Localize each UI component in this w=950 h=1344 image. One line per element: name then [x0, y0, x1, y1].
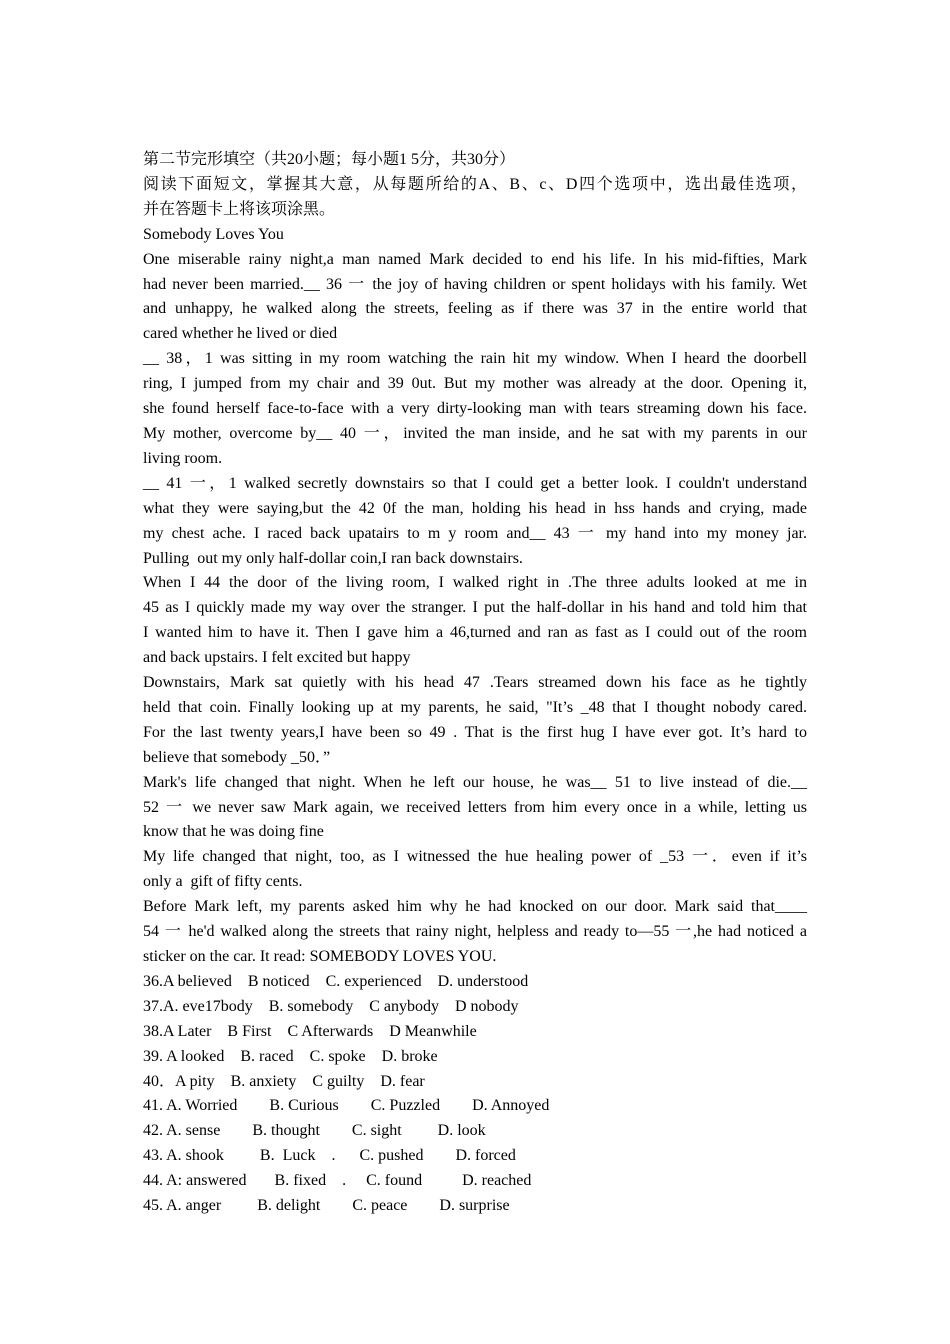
passage-line: living room.: [143, 449, 223, 467]
passage: [143, 248, 807, 970]
section-title: 第二节完形填空（共20小题；每小题1 5分，共30分）: [143, 151, 516, 168]
passage-line: I wanted him to have it. Then I gave him a 46,turned and ran as fast as I could out of the room: [143, 624, 807, 642]
passage-line: Downstairs, Mark sat quietly with his head 47 .Tears streamed down his face as he tightly: [143, 674, 807, 692]
question-item: 45. A. anger B. delight C. peace D. surprise: [143, 1197, 510, 1215]
passage-line: When I 44 the door of the living room, I walked right in .The three adults looked at me in: [143, 574, 807, 592]
passage-line: For the last twenty years,I have been so 49 . That is the first hug I have ever got. It’s hard to: [143, 723, 807, 741]
passage-line: and unhappy, he walked along the streets, feeling as if there was 37 in the entire world that: [143, 300, 807, 318]
passage-line: __ 41 一，1 walked secretly downstairs so that I could get a better look. I couldn't understand: [143, 474, 807, 492]
question-item: 38.A Later B First C Afterwards D Meanwhile: [143, 1022, 477, 1040]
passage-line: my chest ache. I raced back upatairs to m y room and__ 43 一 my hand into my money jar.: [143, 524, 807, 542]
question-item: 40．A pity B. anxiety C guilty D. fear: [143, 1072, 425, 1090]
instructions-line-2: 并在答题卡上将该项涂黑。: [143, 200, 336, 218]
question-item: 37.A. eve17body B. somebody C anybody D nobody: [143, 997, 519, 1015]
passage-line: One miserable rainy night,a man named Mark decided to end his life. In his mid-fifties, Mark: [143, 250, 807, 268]
passage-line: 52 一 we never saw Mark again, we received letters from him every once in a while, letting us: [143, 798, 808, 816]
passage-line: believe that somebody _50．”: [143, 748, 331, 766]
passage-line: held that coin. Finally looking up at my parents, he said, "It’s _48 that I thought nobody cared.: [143, 698, 807, 716]
instructions-line-1: 阅读下面短文，掌握其大意，从每题所给的A、B、c、D四个选项中，选出最佳选项，: [143, 175, 807, 193]
question-item: 39. A looked B. raced C. spoke D. broke: [143, 1047, 438, 1065]
passage-line: ring, I jumped from my chair and 39 0ut. But my mother was already at the door. Opening it,: [143, 375, 807, 393]
passage-line: had never been married.__ 36 一 the joy of having children or spent holidays with his family. Wet: [143, 275, 807, 293]
passage-line: what they were saying,but the 42 0f the man, holding his head in hss hands and crying, made: [143, 499, 807, 517]
passage-line: My mother, overcome by__ 40 一，invited the man inside, and he sat with my parents in our: [143, 424, 807, 442]
passage-line: know that he was doing fine: [143, 823, 324, 841]
passage-line: cared whether he lived or died: [143, 325, 338, 343]
passage-line: only a gift of fifty cents.: [143, 873, 303, 891]
question-item: 43. A. shook B. Luck . C. pushed D. forced: [143, 1147, 516, 1165]
question-item: 41. A. Worried B. Curious C. Puzzled D. Annoyed: [143, 1097, 550, 1115]
questions-list: [143, 970, 807, 1219]
passage-line: Before Mark left, my parents asked him why he had knocked on our door. Mark said that____: [143, 898, 807, 916]
question-item: 42. A. sense B. thought C. sight D. look: [143, 1122, 486, 1140]
passage-line: sticker on the car. It read: SOMEBODY LOVES YOU.: [143, 948, 497, 965]
story-title: Somebody Loves You: [143, 225, 284, 243]
document-page: [143, 148, 807, 1219]
passage-line: Pulling out my only half-dollar coin,I ran back downstairs.: [143, 549, 523, 567]
passage-line: Mark's life changed that night. When he left our house, he was__ 51 to live instead of die.__: [143, 773, 807, 791]
passage-line: and back upstairs. I felt excited but happy: [143, 649, 411, 667]
passage-line: __ 38，1 was sitting in my room watching the rain hit my window. When I heard the doorbell: [143, 350, 807, 368]
passage-line: My life changed that night, too, as I witnessed the hue healing power of _53 一．even if it’s: [143, 848, 807, 866]
passage-line: 45 as I quickly made my way over the stranger. I put the half-dollar in his hand and told him that: [143, 599, 807, 617]
passage-line: 54 一 he'd walked along the streets that rainy night, helpless and ready to—55 一,he had noticed a: [143, 923, 807, 941]
question-item: 36.A believed B noticed C. experienced D. understood: [143, 972, 529, 990]
question-item: 44. A: answered B. fixed . C. found D. reached: [143, 1172, 532, 1190]
passage-line: she found herself face-to-face with a very dirty-looking man with tears streaming down his face.: [143, 400, 807, 418]
